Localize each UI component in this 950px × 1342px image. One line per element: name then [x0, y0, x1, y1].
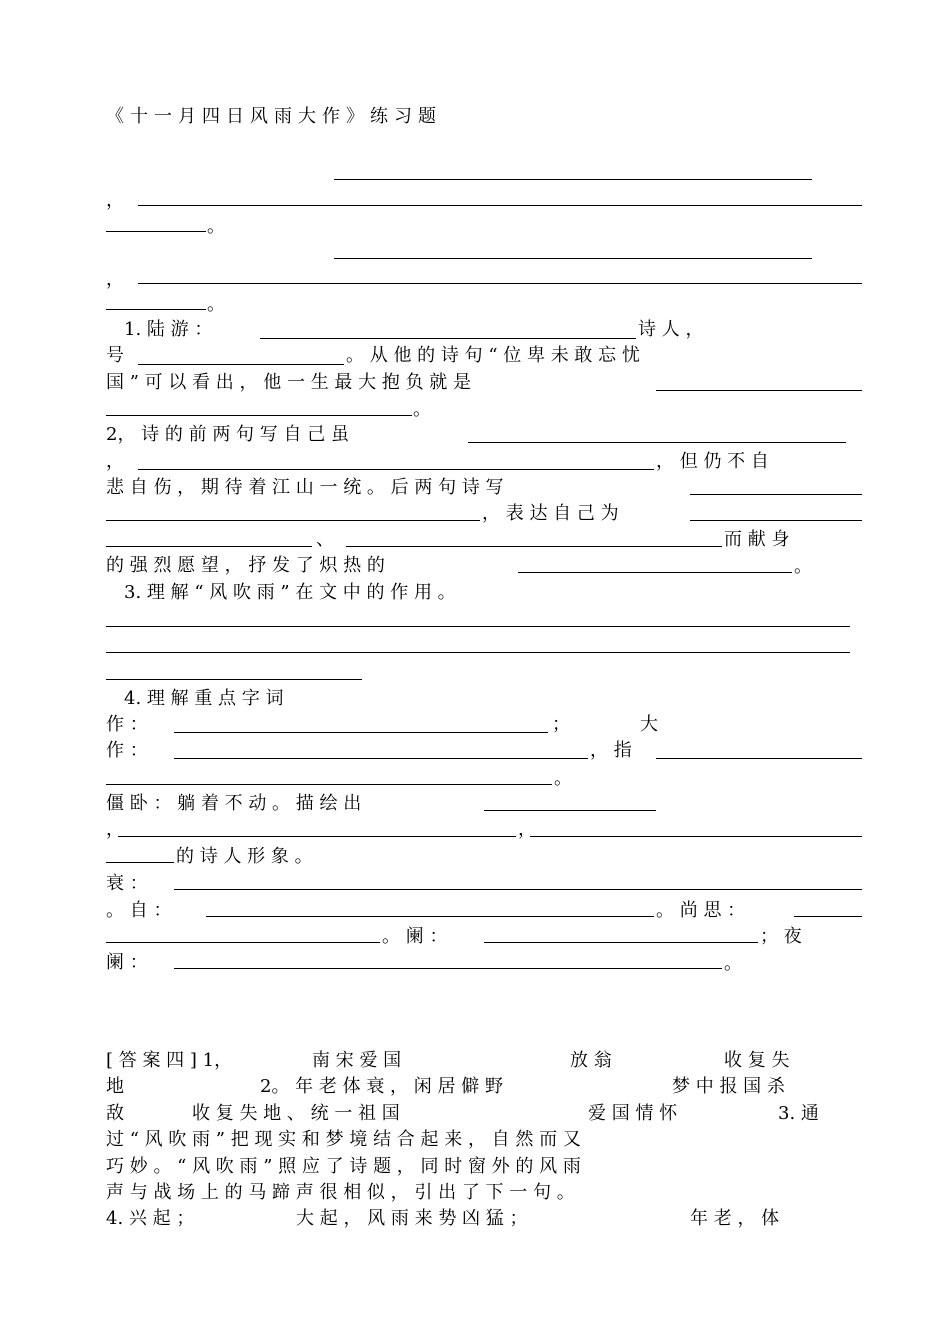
- q2-text: 而 献 身: [724, 529, 790, 550]
- blank-line[interactable]: [690, 494, 862, 495]
- blank-line[interactable]: [106, 546, 312, 547]
- q4-text: 作 ：: [106, 714, 148, 735]
- answer-text: 过 “ 风 吹 雨 ” 把 现 实 和 梦 境 结 合 起 来 ， 自 然 而 又: [106, 1129, 581, 1150]
- blank-line[interactable]: [174, 732, 548, 733]
- answer-text: 爱 国 情 怀: [588, 1103, 678, 1124]
- blank-line[interactable]: [106, 862, 174, 863]
- blank-line[interactable]: [106, 231, 206, 232]
- answer-text: 地: [106, 1076, 124, 1097]
- comma-mark: ，: [518, 819, 536, 840]
- answer-text: 敌: [106, 1103, 124, 1124]
- blank-line[interactable]: [138, 205, 862, 206]
- semicolon-mark: ；: [552, 714, 570, 735]
- q4-text: 的 诗 人 形 象 。: [176, 846, 313, 867]
- period-mark: 。: [207, 216, 225, 237]
- q1-text: 。 从 他 的 诗 句 “ 位 卑 未 敢 忘 忧: [346, 345, 640, 366]
- answer-text: 南 宋 爱 国: [312, 1050, 402, 1071]
- answer-text: 巧 妙 。 “ 风 吹 雨 ” 照 应 了 诗 题 ， 同 时 窗 外 的 风 雨: [106, 1156, 581, 1177]
- period-mark: 。: [554, 768, 572, 789]
- page-title: 《十一月四日风雨大作》练习题: [106, 106, 442, 127]
- q2-text: 2， 诗 的 前 两 句 写 自 己 虽: [106, 424, 349, 445]
- blank-line[interactable]: [334, 179, 812, 180]
- blank-line[interactable]: [174, 758, 588, 759]
- comma-mark: ，: [106, 269, 124, 290]
- blank-line[interactable]: [484, 942, 758, 943]
- blank-line[interactable]: [138, 469, 654, 470]
- q4-text: 。 阑 ：: [382, 926, 448, 947]
- blank-line[interactable]: [530, 836, 862, 837]
- answer-text: 2。 年 老 体 衰 ， 闲 居 僻 野: [260, 1076, 503, 1097]
- q1-text: 国 ” 可 以 看 出 ， 他 一 生 最 大 抱 负 就 是: [106, 372, 472, 393]
- blank-line[interactable]: [106, 520, 480, 521]
- q4-text: 衰 ：: [106, 873, 148, 894]
- blank-line[interactable]: [118, 836, 516, 837]
- q2-text: 的 强 烈 愿 望 ， 抒 发 了 炽 热 的: [106, 555, 385, 576]
- blank-line[interactable]: [346, 546, 722, 547]
- blank-line[interactable]: [206, 916, 654, 917]
- q4-text: 阑 ：: [106, 952, 148, 973]
- blank-line[interactable]: [106, 309, 206, 310]
- blank-line[interactable]: [106, 784, 552, 785]
- q1-text: 号: [106, 345, 124, 366]
- answer-text: 梦 中 报 国 杀: [672, 1076, 785, 1097]
- blank-line[interactable]: [794, 916, 862, 917]
- blank-line[interactable]: [138, 364, 344, 365]
- q2-text: 悲 自 伤 ， 期 待 着 江 山 一 统 。 后 两 句 诗 写: [106, 477, 504, 498]
- answer-text: 放 翁: [570, 1050, 612, 1071]
- q2-text: ， 表 达 自 己 为: [482, 503, 619, 524]
- q4-label: 4. 理 解 重 点 字 词: [124, 688, 284, 709]
- comma-mark: ，: [106, 819, 124, 840]
- q1-label: 1. 陆 游 ：: [124, 319, 213, 340]
- period-mark: 。: [413, 399, 431, 420]
- answer-text: 收 复 失: [724, 1050, 790, 1071]
- comma-mark: ，: [106, 190, 124, 211]
- q1-text: 诗 人 ，: [638, 319, 704, 340]
- blank-line[interactable]: [106, 415, 412, 416]
- q4-text: 僵 卧 ： 躺 着 不 动 。 描 绘 出: [106, 793, 362, 814]
- answer-text: 大 起 ， 风 雨 来 势 凶 猛 ；: [296, 1208, 528, 1229]
- q4-text: ， 指: [590, 740, 632, 761]
- dunhao-mark: 、: [316, 529, 334, 550]
- blank-line[interactable]: [106, 626, 850, 627]
- blank-line[interactable]: [656, 758, 862, 759]
- q2-text: ， 但 仍 不 自: [656, 451, 769, 472]
- answer-text: 4. 兴 起 ；: [106, 1208, 195, 1229]
- answer-text: 收 复 失 地 、 统 一 祖 国: [192, 1103, 400, 1124]
- blank-line[interactable]: [518, 572, 792, 573]
- period-mark: 。: [794, 556, 812, 577]
- blank-line[interactable]: [334, 258, 812, 259]
- blank-line[interactable]: [174, 968, 722, 969]
- q4-text: 作 ：: [106, 740, 148, 761]
- comma-mark: ，: [106, 451, 124, 472]
- answer-text: 3. 通: [778, 1103, 819, 1124]
- q3-text: 3. 理 解 “ 风 吹 雨 ” 在 文 中 的 作 用 。: [124, 582, 456, 603]
- blank-line[interactable]: [106, 679, 362, 680]
- period-mark: 。: [207, 294, 225, 315]
- answer-text: [ 答 案 四 ] 1，: [106, 1050, 233, 1071]
- answer-text: 年 老 ， 体: [690, 1208, 780, 1229]
- blank-line[interactable]: [106, 942, 380, 943]
- q4-text: ； 夜: [760, 926, 802, 947]
- blank-line[interactable]: [106, 652, 850, 653]
- blank-line[interactable]: [468, 442, 846, 443]
- blank-line[interactable]: [174, 889, 862, 890]
- period-mark: 。: [724, 953, 742, 974]
- blank-line[interactable]: [690, 520, 862, 521]
- q4-text: 。 尚 思 ：: [656, 900, 746, 921]
- q4-text: 。 自 ：: [106, 900, 172, 921]
- blank-line[interactable]: [260, 338, 636, 339]
- q4-text: 大: [640, 714, 658, 735]
- blank-line[interactable]: [138, 283, 862, 284]
- blank-line[interactable]: [656, 390, 862, 391]
- blank-line[interactable]: [484, 810, 656, 811]
- answer-text: 声 与 战 场 上 的 马 蹄 声 很 相 似 ， 引 出 了 下 一 句 。: [106, 1182, 575, 1203]
